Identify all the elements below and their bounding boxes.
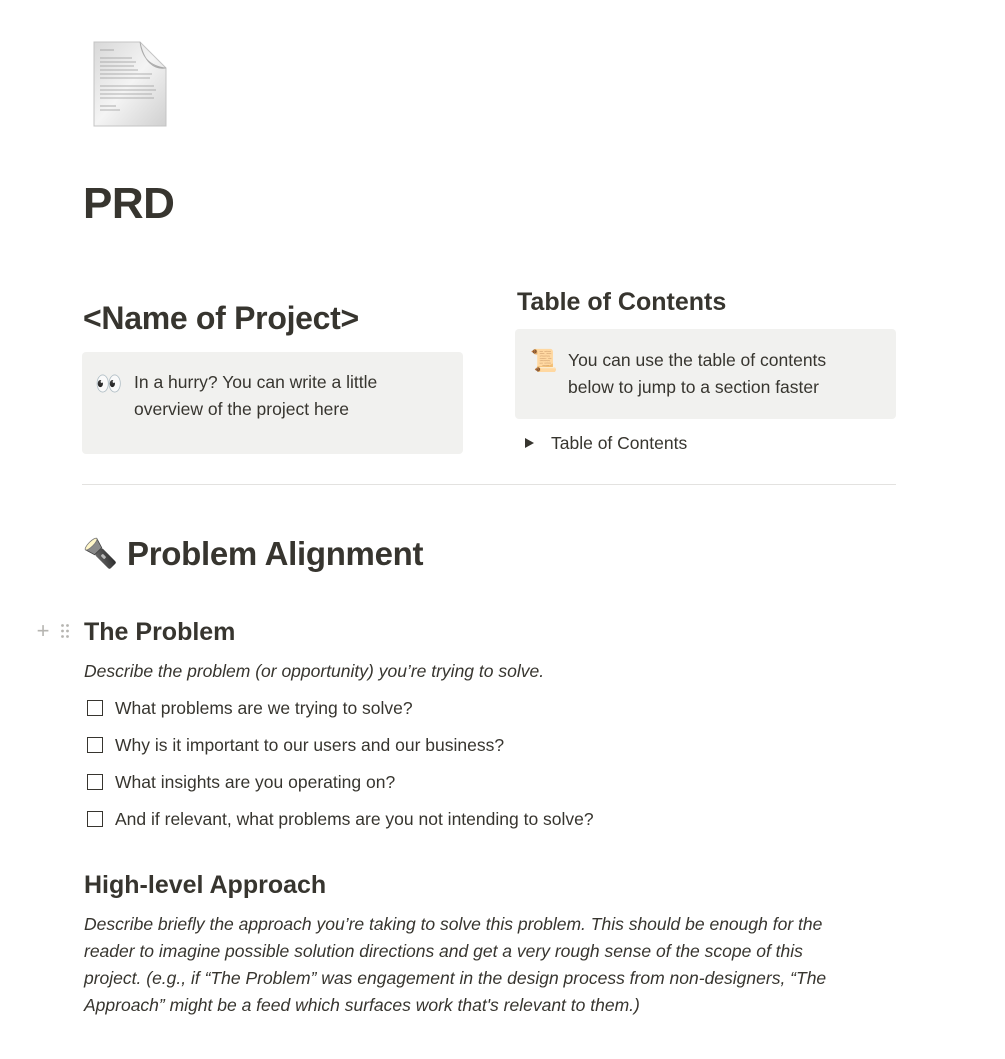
page-icon-document[interactable] [92,40,168,128]
add-block-plus-icon[interactable]: + [36,618,50,643]
the-problem-heading[interactable]: The Problem [84,618,236,646]
approach-description-line: project. (e.g., if “The Problem” was engagement in the design process from non-designers, “The [84,968,827,988]
overview-callout-text[interactable] [134,369,377,423]
overview-callout-line: overview of the project here [134,399,349,419]
todo-item[interactable] [87,806,594,832]
divider [82,484,896,485]
eyes-emoji-icon: 👀 [95,371,123,396]
the-problem-description[interactable]: Describe the problem (or opportunity) you’re trying to solve. [84,661,545,681]
table-of-contents-toggle[interactable] [523,429,687,457]
todo-checkbox[interactable] [87,737,103,753]
project-name-heading[interactable]: <Name of Project> [83,300,359,336]
todo-label[interactable]: Why is it important to our users and our business? [115,735,505,755]
drag-handle-icon[interactable] [60,623,70,639]
overview-callout-line: In a hurry? You can write a little [134,372,378,392]
scroll-emoji-icon: 📜 [530,348,558,373]
problem-alignment-title: Problem Alignment [127,535,424,572]
toc-callout[interactable] [515,329,896,419]
todo-item[interactable] [87,695,413,721]
toc-callout-line: You can use the table of contents [568,350,827,370]
todo-label[interactable]: And if relevant, what problems are you not intending to solve? [115,809,594,829]
toggle-label: Table of Contents [551,432,688,453]
table-of-contents-heading[interactable]: Table of Contents [517,288,727,316]
page-title[interactable]: PRD [83,179,175,228]
todo-label[interactable]: What problems are we trying to solve? [115,698,413,718]
high-level-approach-heading[interactable]: High-level Approach [84,871,327,899]
problem-alignment-heading[interactable] [83,532,423,576]
approach-description-line: Approach” might be a feed which surfaces work that's relevant to them.) [84,995,640,1015]
approach-description-line: Describe briefly the approach you’re taking to solve this problem. This should be enough for the [84,914,823,934]
todo-checkbox[interactable] [87,811,103,827]
flashlight-icon [83,536,119,572]
todo-checkbox[interactable] [87,774,103,790]
todo-checkbox[interactable] [87,700,103,716]
block-handle[interactable] [34,620,70,642]
toc-callout-text[interactable] [568,347,826,401]
todo-item[interactable] [87,732,504,758]
overview-callout[interactable] [82,352,463,454]
approach-description-line: reader to imagine possible solution directions and get a very rough sense of the scope of this [84,941,803,961]
document-page-icon [92,40,168,128]
toggle-triangle-right-icon[interactable] [523,437,535,449]
toc-callout-line: below to jump to a section faster [568,377,819,397]
todo-label[interactable]: What insights are you operating on? [115,772,396,792]
high-level-approach-description[interactable] [84,911,904,1019]
todo-item[interactable] [87,769,395,795]
